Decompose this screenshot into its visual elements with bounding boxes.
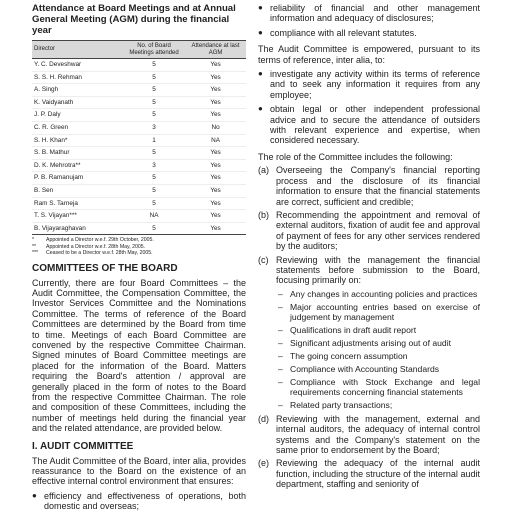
committees-paragraph: Currently, there are four Board Committees – the Audit Committee, the Compensation Committee, the Investor Services Committee and the Nominations Committee. The terms of reference of the Board Committees are determined by the Board from time to time. Meetings of each Board Committee are convened by the respective Committee Chairman. Signed minutes of Board Committee meetings are placed for the information of the Board. Matters requiring the Board's attention / approval are generally placed in the form of notes to the Board from the respective Committee Chairman. The role and composition of these Committees, including the number of meetings held during the financial year and the related attendance, are provided below. <box>32 277 246 434</box>
sub-item-text: The going concern assumption <box>290 350 408 361</box>
dash-icon: – <box>278 324 283 335</box>
bullet-item <box>258 3 480 24</box>
table-row <box>32 96 246 109</box>
role-item <box>258 165 480 207</box>
cell-director: S. H. Khan* <box>32 134 123 147</box>
sub-item <box>258 364 480 374</box>
role-text: Reviewing with the management, external and internal auditors, the adequacy of internal control systems and the Company's statement on the same prior to endorsement by the Board; <box>276 413 480 455</box>
cell-meetings: 5 <box>123 222 185 235</box>
bullet-text: investigate any activity within its terms of reference and to seek any information it requires from any employee; <box>270 69 480 100</box>
table-row <box>32 121 246 134</box>
role-number: (c) <box>258 254 269 265</box>
bullet-item <box>258 104 480 146</box>
dash-icon: – <box>278 399 283 410</box>
footnote <box>32 250 246 256</box>
cell-agm: Yes <box>185 172 246 185</box>
audit-committee-paragraph: The Audit Committee of the Board, inter alia, provides reassurance to the Board on the existence of an effective internal control environment that ensures: <box>32 455 246 487</box>
dash-icon: – <box>278 350 283 361</box>
committees-heading: COMMITTEES OF THE BOARD <box>32 262 178 274</box>
cell-agm: Yes <box>185 109 246 122</box>
table-row <box>32 59 246 72</box>
bullet-icon: ● <box>258 3 263 12</box>
cell-agm: Yes <box>185 197 246 210</box>
cell-director: K. Vaidyanath <box>32 96 123 109</box>
role-number: (b) <box>258 209 269 220</box>
cell-meetings: 5 <box>123 184 185 197</box>
sub-item <box>258 377 480 397</box>
bullet-icon: ● <box>32 490 37 500</box>
role-item <box>258 255 480 286</box>
bullet-text: obtain legal or other independent professional advice and to secure the attendance of outsiders with relevant experience and expertise, when considered necessary. <box>270 104 480 146</box>
cell-agm: Yes <box>185 184 246 197</box>
right-column <box>258 3 480 490</box>
cell-director: Y. C. Deveshwar <box>32 59 123 72</box>
role-item <box>258 210 480 252</box>
header-meetings: No. of Board Meetings attended <box>123 41 185 59</box>
cell-director: A. Singh <box>32 84 123 97</box>
role-item <box>258 458 480 489</box>
bullet-text: reliability of financial and other management information and adequacy of disclosures; <box>270 3 480 24</box>
cell-meetings: 5 <box>123 147 185 160</box>
sub-item <box>258 351 480 361</box>
cell-director: C. R. Green <box>32 121 123 134</box>
cell-agm: Yes <box>185 147 246 160</box>
cell-agm: Yes <box>185 71 246 84</box>
cell-meetings: 3 <box>123 121 185 134</box>
footnote-mark: *** <box>32 250 39 257</box>
empower-paragraph: The Audit Committee is empowered, pursuant to its terms of reference, inter alia, to: <box>258 44 480 65</box>
bullet-text: compliance with all relevant statutes. <box>270 27 417 38</box>
role-number: (e) <box>258 458 269 469</box>
role-text: Reviewing with the management the financial statements before submission to the Board, focusing primarily on: <box>276 254 480 286</box>
cell-director: B. Vijayaraghavan <box>32 222 123 235</box>
cell-meetings: 5 <box>123 197 185 210</box>
footnote-text: Appointed a Director w.e.f. 29th October, 2005. <box>46 237 154 244</box>
table-row <box>32 210 246 223</box>
role-item <box>258 414 480 456</box>
sub-item-text: Qualifications in draft audit report <box>290 324 417 335</box>
audit-committee-heading: I. AUDIT COMMITTEE <box>32 440 134 452</box>
dash-icon: – <box>278 301 283 312</box>
table-row <box>32 159 246 172</box>
role-intro: The role of the Committee includes the following: <box>258 151 453 162</box>
table-header-row <box>32 41 246 59</box>
bullet-icon: ● <box>258 104 263 114</box>
dash-icon: – <box>278 288 283 299</box>
table-row <box>32 134 246 147</box>
attendance-table <box>32 40 246 235</box>
footnote-mark: ** <box>32 243 37 250</box>
role-text: Overseeing the Company's financial reporting process and the disclosure of its financial information to ensure that the financial statements are correct, sufficient and credible; <box>276 165 480 207</box>
table-row <box>32 84 246 97</box>
table-row <box>32 222 246 235</box>
footnote-text: Ceased to be a Director w.e.f. 28th May, 2005. <box>46 250 153 257</box>
sub-item-text: Significant adjustments arising out of audit <box>290 337 451 348</box>
cell-agm: Yes <box>185 159 246 172</box>
footnote-mark: * <box>32 237 35 244</box>
sub-item-text: Compliance with Accounting Standards <box>290 363 440 374</box>
bullet-item <box>32 491 246 512</box>
cell-agm: Yes <box>185 222 246 235</box>
role-text: Recommending the appointment and removal of external auditors, fixation of audit fee and approval of payment of fees for any other services rendered by the auditors; <box>276 209 480 252</box>
cell-director: B. Sen <box>32 184 123 197</box>
cell-director: P. B. Ramanujam <box>32 172 123 185</box>
cell-agm: Yes <box>185 59 246 72</box>
sub-item <box>258 400 480 410</box>
sub-item <box>258 325 480 335</box>
cell-agm: Yes <box>185 210 246 223</box>
role-number: (d) <box>258 413 269 424</box>
cell-director: D. K. Mehrotra** <box>32 159 123 172</box>
bullet-icon: ● <box>258 27 263 37</box>
cell-meetings: 1 <box>123 134 185 147</box>
dash-icon: – <box>278 337 283 348</box>
cell-director: S. B. Mathur <box>32 147 123 160</box>
table-row <box>32 109 246 122</box>
role-number: (a) <box>258 165 269 176</box>
cell-director: S. S. H. Rehman <box>32 71 123 84</box>
cell-director: T. S. Vijayan*** <box>32 210 123 223</box>
cell-agm: Yes <box>185 96 246 109</box>
sub-item-text: Compliance with Stock Exchange and legal requirements concerning financial statements <box>290 376 480 397</box>
dash-icon: – <box>278 376 283 387</box>
header-director: Director <box>32 41 123 59</box>
table-footnotes <box>32 237 246 256</box>
cell-meetings: 5 <box>123 109 185 122</box>
bullet-icon: ● <box>258 69 263 79</box>
bullet-item <box>258 28 480 38</box>
bullet-item <box>258 69 480 100</box>
table-row <box>32 71 246 84</box>
sub-item-text: Related party transactions; <box>290 399 393 410</box>
cell-meetings: 5 <box>123 96 185 109</box>
cell-director: J. P. Daly <box>32 109 123 122</box>
left-column <box>32 0 246 512</box>
cell-meetings: 5 <box>123 71 185 84</box>
sub-item-text: Major accounting entries based on exercise of judgement by management <box>290 301 480 322</box>
cell-director: Ram S. Tarneja <box>32 197 123 210</box>
cell-meetings: 5 <box>123 59 185 72</box>
sub-item-text: Any changes in accounting policies and practices <box>290 288 478 299</box>
dash-icon: – <box>278 363 283 374</box>
cell-agm: Yes <box>185 84 246 97</box>
cell-agm: NA <box>185 134 246 147</box>
cell-meetings: 5 <box>123 172 185 185</box>
sub-item <box>258 338 480 348</box>
cell-meetings: 3 <box>123 159 185 172</box>
cell-meetings: 5 <box>123 84 185 97</box>
table-row <box>32 184 246 197</box>
role-text: Reviewing the adequacy of the internal audit function, including the structure of the internal audit department, staffing and seniority of <box>276 458 480 490</box>
table-row <box>32 197 246 210</box>
sub-item <box>258 289 480 299</box>
table-row <box>32 147 246 160</box>
attendance-heading: Attendance at Board Meetings and at Annual General Meeting (AGM) during the financial year <box>32 3 236 36</box>
cell-meetings: NA <box>123 210 185 223</box>
footnote-text: Appointed a Director w.e.f. 28th May, 2005. <box>46 243 146 250</box>
header-agm: Attendance at last AGM <box>185 41 246 59</box>
cell-agm: No <box>185 121 246 134</box>
table-row <box>32 172 246 185</box>
bullet-text: efficiency and effectiveness of operations, both domestic and overseas; <box>44 490 246 512</box>
sub-item <box>258 302 480 322</box>
